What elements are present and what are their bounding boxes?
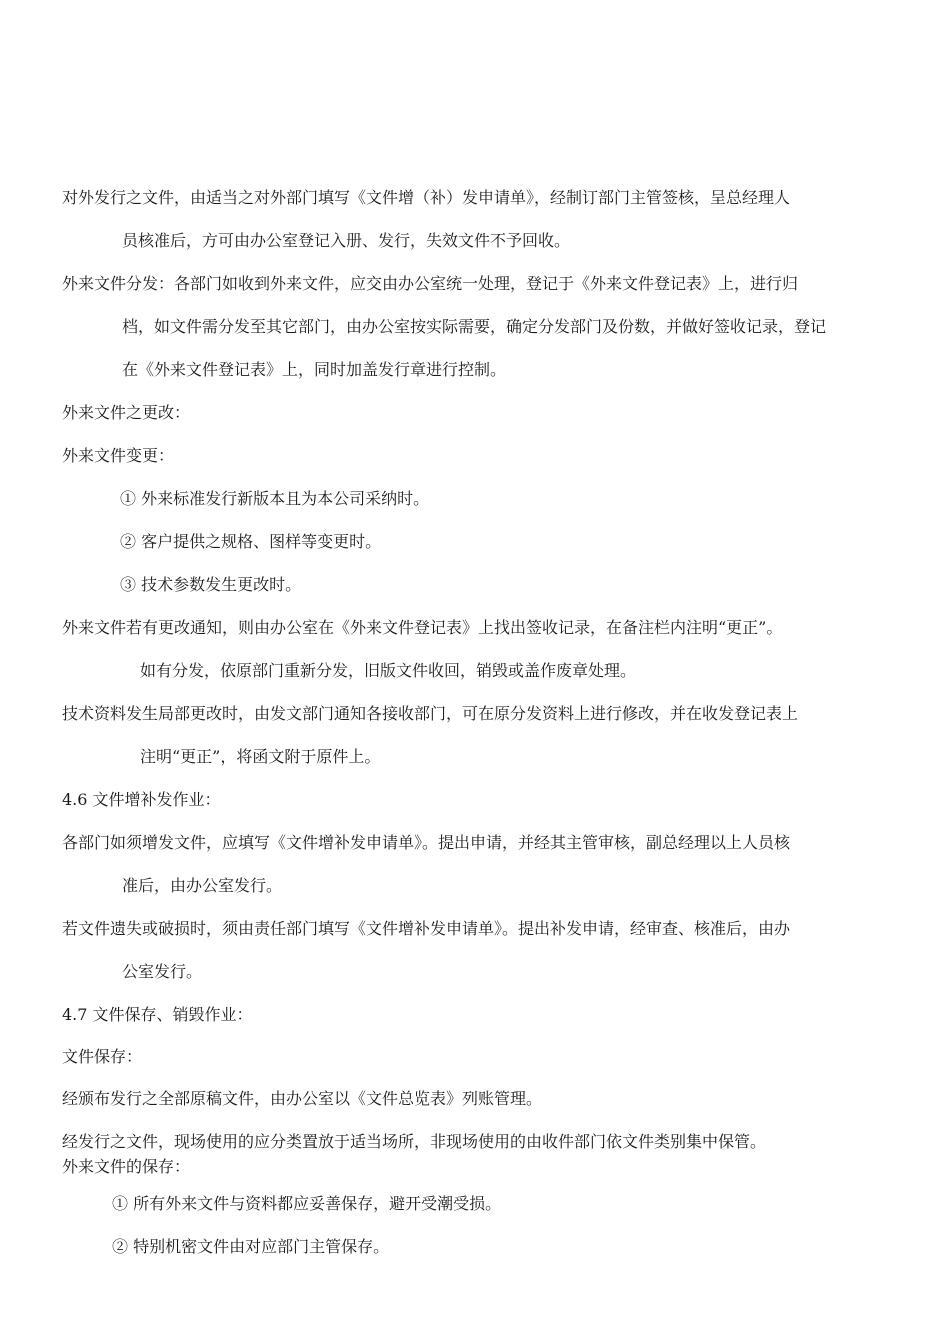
paragraph-line: 公室发行。 — [122, 962, 203, 981]
list-item: ② 特别机密文件由对应部门主管保存。 — [112, 1237, 390, 1256]
paragraph-line: 注明“更正”，将函文附于原件上。 — [140, 747, 381, 766]
paragraph-line: 档，如文件需分发至其它部门，由办公室按实际需要，确定分发部门及份数，并做好签收记录，登记 — [122, 317, 827, 336]
paragraph-line: 若文件遗失或破损时，须由责任部门填写《文件增补发申请单》。提出补发申请，经审查、核准后，由办 — [62, 919, 791, 938]
paragraph-line: 员核准后，方可由办公室登记入册、发行，失效文件不予回收。 — [122, 231, 571, 250]
list-item: ③ 技术参数发生更改时。 — [120, 575, 302, 594]
section-heading: 4.7 文件保存、销毁作业： — [62, 1005, 253, 1024]
section-heading: 外来文件变更： — [62, 446, 175, 465]
section-heading: 4.6 文件增补发作业： — [62, 790, 221, 809]
paragraph-line: 经发行之文件，现场使用的应分类置放于适当场所，非现场使用的由收件部门依文件类别集中保管。 — [62, 1132, 767, 1151]
list-item: ② 客户提供之规格、图样等变更时。 — [120, 532, 382, 551]
section-heading: 文件保存： — [62, 1047, 143, 1066]
paragraph-line: 准后，由办公室发行。 — [122, 876, 283, 895]
list-item: ① 外来标准发行新版本且为本公司采纳时。 — [120, 489, 430, 508]
paragraph-line: 经颁布发行之全部原稿文件，由办公室以《文件总览表》列账管理。 — [62, 1089, 543, 1108]
paragraph-line: 外来文件分发：各部门如收到外来文件，应交由办公室统一处理，登记于《外来文件登记表》上，进行归 — [62, 274, 799, 293]
paragraph-line: 如有分发，依原部门重新分发，旧版文件收回，销毁或盖作废章处理。 — [140, 661, 637, 680]
paragraph-line: 各部门如须增发文件，应填写《文件增补发申请单》。提出申请，并经其主管审核，副总经理以上人员核 — [62, 833, 791, 852]
paragraph-line: 在《外来文件登记表》上，同时加盖发行章进行控制。 — [122, 360, 507, 379]
paragraph-line: 技术资料发生局部更改时，由发文部门通知各接收部门，可在原分发资料上进行修改，并在收发登记表上 — [62, 704, 799, 723]
paragraph-line: 对外发行之文件，由适当之对外部门填写《文件增（补）发申请单》，经制订部门主管签核，呈总经理人 — [62, 188, 791, 207]
list-item: ① 所有外来文件与资料都应妥善保存，避开受潮受损。 — [112, 1194, 502, 1213]
section-heading: 外来文件的保存： — [62, 1157, 191, 1176]
paragraph-line: 外来文件若有更改通知，则由办公室在《外来文件登记表》上找出签收记录，在备注栏内注明“更正”。 — [62, 618, 783, 637]
section-heading: 外来文件之更改： — [62, 403, 191, 422]
